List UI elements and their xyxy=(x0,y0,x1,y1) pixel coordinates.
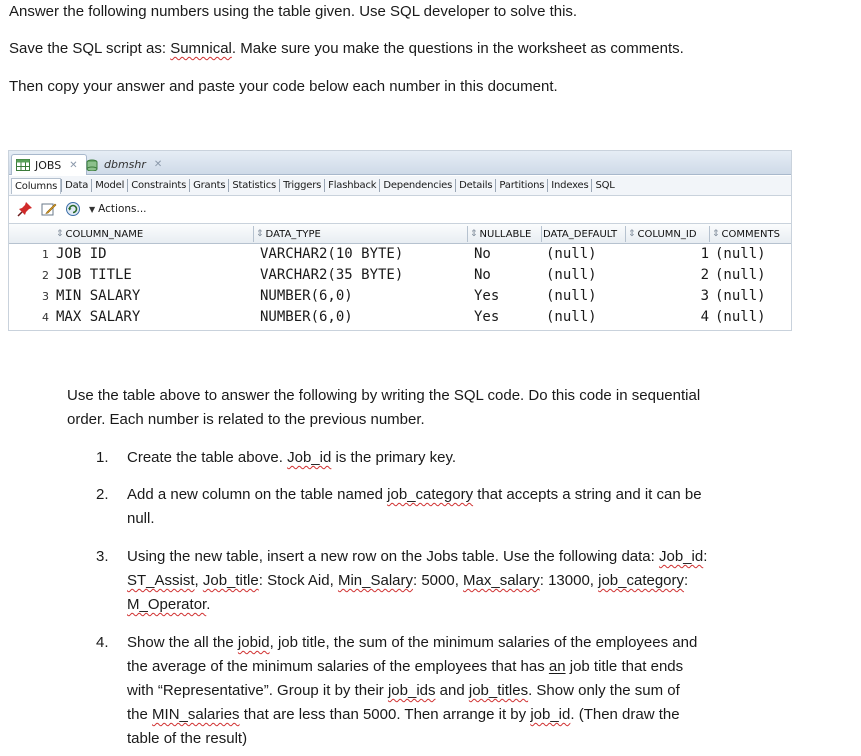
cell-data-type: NUMBER(6,0) xyxy=(260,288,353,304)
spellcheck-word: Min_Salary xyxy=(337,572,413,589)
row-number: 1 xyxy=(42,248,49,261)
sort-icon: ⇕ xyxy=(56,229,64,239)
script-name: Sumnical xyxy=(170,40,232,57)
question-2-line xyxy=(127,483,702,507)
question-3-line xyxy=(127,545,707,569)
question-text: the average of the minimum salaries of the employees that has xyxy=(127,658,549,675)
header-comments[interactable]: ⇕ COMMENTS xyxy=(712,228,780,240)
row-number: 2 xyxy=(42,269,49,282)
row-number: 3 xyxy=(42,290,49,303)
spellcheck-word: ST_Assist xyxy=(127,572,195,589)
question-text: job title that ends xyxy=(565,658,684,675)
question-text: an xyxy=(548,658,566,675)
cell-column-id: 2 xyxy=(700,267,709,283)
intro-line-1: Answer the following numbers using the table given. Use SQL developer to solve this. xyxy=(9,3,578,20)
intro-line-2-suffix: . Make sure you make the questions in the worksheet as comments. xyxy=(231,40,684,57)
tab-columns[interactable]: Columns xyxy=(11,178,61,194)
actions-label: Actions... xyxy=(98,203,147,215)
question-text: : 5000, xyxy=(412,572,464,589)
question-text: : Stock Aid, xyxy=(258,572,338,589)
spellcheck-word: Max_salary xyxy=(463,572,540,589)
question-text: null. xyxy=(127,510,155,527)
tab-sql[interactable]: SQL xyxy=(591,179,617,192)
tab-constraints[interactable]: Constraints xyxy=(127,179,189,192)
spellcheck-word: job_category xyxy=(387,486,474,503)
header-nullable[interactable]: ⇕ NULLABLE xyxy=(470,228,532,240)
refresh-icon[interactable] xyxy=(65,201,81,217)
tab-jobs-label: JOBS xyxy=(35,158,62,172)
cell-column-name: JOB ID xyxy=(56,246,107,262)
question-text: the xyxy=(127,706,153,723)
question-text: : xyxy=(703,548,708,565)
spellcheck-word: jobid xyxy=(237,634,270,651)
question-text: table of the result) xyxy=(127,730,248,747)
question-text: and xyxy=(435,682,469,699)
sort-icon: ⇕ xyxy=(256,229,264,239)
spellcheck-word: job_category xyxy=(598,572,685,589)
table-row[interactable] xyxy=(9,265,791,286)
document-tabs xyxy=(9,151,791,175)
connection-icon xyxy=(85,159,99,171)
intro-line-3: Then copy your answer and paste your code below each number in this document. xyxy=(9,78,558,95)
tab-indexes[interactable]: Indexes xyxy=(547,179,591,192)
sort-icon: ⇕ xyxy=(470,229,478,239)
tab-flashback[interactable]: Flashback xyxy=(324,179,379,192)
question-4-line xyxy=(127,631,697,655)
question-text: Add a new column on the table named xyxy=(127,486,388,503)
cell-comments: (null) xyxy=(715,288,766,304)
cell-column-id: 4 xyxy=(700,309,709,325)
header-data-default[interactable]: DATA_DEFAULT xyxy=(543,228,618,240)
question-text: . Show only the sum of xyxy=(528,682,680,699)
table-row[interactable] xyxy=(9,286,791,307)
tab-grants[interactable]: Grants xyxy=(189,179,228,192)
tab-jobs[interactable] xyxy=(11,154,87,175)
instructions-line-1: Use the table above to answer the following by writing the SQL code. Do this code in sequential xyxy=(67,387,701,404)
spellcheck-word: job_ids xyxy=(387,682,436,699)
question-4-line xyxy=(127,679,680,703)
question-4-line xyxy=(127,727,247,751)
question-1-line xyxy=(127,446,456,470)
close-icon[interactable]: ✕ xyxy=(153,159,163,170)
question-text: . xyxy=(206,596,211,613)
cell-column-id: 1 xyxy=(700,246,709,262)
question-3-line xyxy=(127,569,688,593)
question-text: , job title, the sum of the minimum salaries of the employees and xyxy=(269,634,698,651)
header-column-name[interactable]: ⇕ COLUMN_NAME xyxy=(56,228,144,240)
question-text: that are less than 5000. Then arrange it by xyxy=(239,706,531,723)
row-number: 4 xyxy=(42,311,49,324)
sort-icon: ⇕ xyxy=(628,229,636,239)
question-number: 4. xyxy=(96,634,109,651)
question-number: 2. xyxy=(96,486,109,503)
tab-model[interactable]: Model xyxy=(91,179,127,192)
cell-nullable: No xyxy=(474,267,491,283)
spellcheck-word: Job_id xyxy=(287,449,332,466)
spellcheck-word: MIN_salaries xyxy=(152,706,240,723)
sort-icon: ⇕ xyxy=(712,229,720,239)
question-text: : xyxy=(684,572,689,589)
tab-triggers[interactable]: Triggers xyxy=(279,179,324,192)
object-toolbar xyxy=(9,197,791,221)
chevron-down-icon: ▼ xyxy=(89,204,96,214)
question-text: with “Representative”. Group it by their xyxy=(127,682,388,699)
question-text: Create the table above. xyxy=(127,449,288,466)
question-text: that accepts a string and it can be xyxy=(473,486,702,503)
intro-line-2 xyxy=(9,39,684,59)
cell-data-type: VARCHAR2(10 BYTE) xyxy=(260,246,404,262)
tab-dbmshr[interactable] xyxy=(81,154,170,175)
cell-column-id: 3 xyxy=(700,288,709,304)
question-3-line xyxy=(127,593,210,617)
cell-data-type: VARCHAR2(35 BYTE) xyxy=(260,267,404,283)
header-data-type[interactable]: ⇕ DATA_TYPE xyxy=(256,228,321,240)
spellcheck-word: M_Operator xyxy=(127,596,207,613)
cell-comments: (null) xyxy=(715,246,766,262)
object-sub-tabs xyxy=(9,176,791,196)
question-text: : 13000, xyxy=(539,572,599,589)
header-column-id[interactable]: ⇕ COLUMN_ID xyxy=(628,228,697,240)
cell-nullable: No xyxy=(474,246,491,262)
table-icon xyxy=(16,159,30,171)
cell-data-default: (null) xyxy=(546,288,597,304)
question-4-line xyxy=(127,703,680,727)
cell-column-name: MIN SALARY xyxy=(56,288,141,304)
question-number: 3. xyxy=(96,548,109,565)
tab-partitions[interactable]: Partitions xyxy=(495,179,547,192)
tab-data[interactable]: Data xyxy=(61,179,91,192)
instructions-line-2: order. Each number is related to the previous number. xyxy=(67,411,425,428)
question-text: Show the all the xyxy=(127,634,238,651)
edit-icon[interactable] xyxy=(41,201,57,217)
cell-data-default: (null) xyxy=(546,267,597,283)
tab-statistics[interactable]: Statistics xyxy=(228,179,279,192)
actions-menu[interactable] xyxy=(89,203,147,215)
question-text: Using the new table, insert a new row on the Jobs table. Use the following data: xyxy=(127,548,659,565)
tab-dbmshr-label: dbmshr xyxy=(104,158,146,171)
cell-comments: (null) xyxy=(715,267,766,283)
spellcheck-word: job_id xyxy=(530,706,571,723)
pin-icon[interactable] xyxy=(17,201,33,217)
spellcheck-word: Job_id xyxy=(658,548,704,565)
table-row[interactable] xyxy=(9,244,791,265)
cell-nullable: Yes xyxy=(474,288,500,304)
spellcheck-word: job_titles xyxy=(468,682,529,699)
cell-data-default: (null) xyxy=(546,309,597,325)
question-text: , xyxy=(194,572,203,589)
cell-comments: (null) xyxy=(715,309,766,325)
question-4-line xyxy=(127,655,683,679)
table-row[interactable] xyxy=(9,307,791,328)
spellcheck-word: Job_title xyxy=(202,572,259,589)
sql-developer-table-view xyxy=(8,150,792,331)
tab-dependencies[interactable]: Dependencies xyxy=(379,179,455,192)
cell-column-name: JOB TITLE xyxy=(56,267,132,283)
cell-column-name: MAX SALARY xyxy=(56,309,141,325)
intro-line-2-prefix: Save the SQL script as: xyxy=(9,40,171,57)
close-icon[interactable]: ✕ xyxy=(69,159,78,171)
cell-data-default: (null) xyxy=(546,246,597,262)
tab-details[interactable]: Details xyxy=(455,179,495,192)
cell-data-type: NUMBER(6,0) xyxy=(260,309,353,325)
question-2-line xyxy=(127,507,155,531)
cell-nullable: Yes xyxy=(474,309,500,325)
question-text: is the primary key. xyxy=(331,449,457,466)
question-text: . (Then draw the xyxy=(570,706,680,723)
columns-grid-header xyxy=(9,223,791,244)
question-number: 1. xyxy=(96,449,109,466)
